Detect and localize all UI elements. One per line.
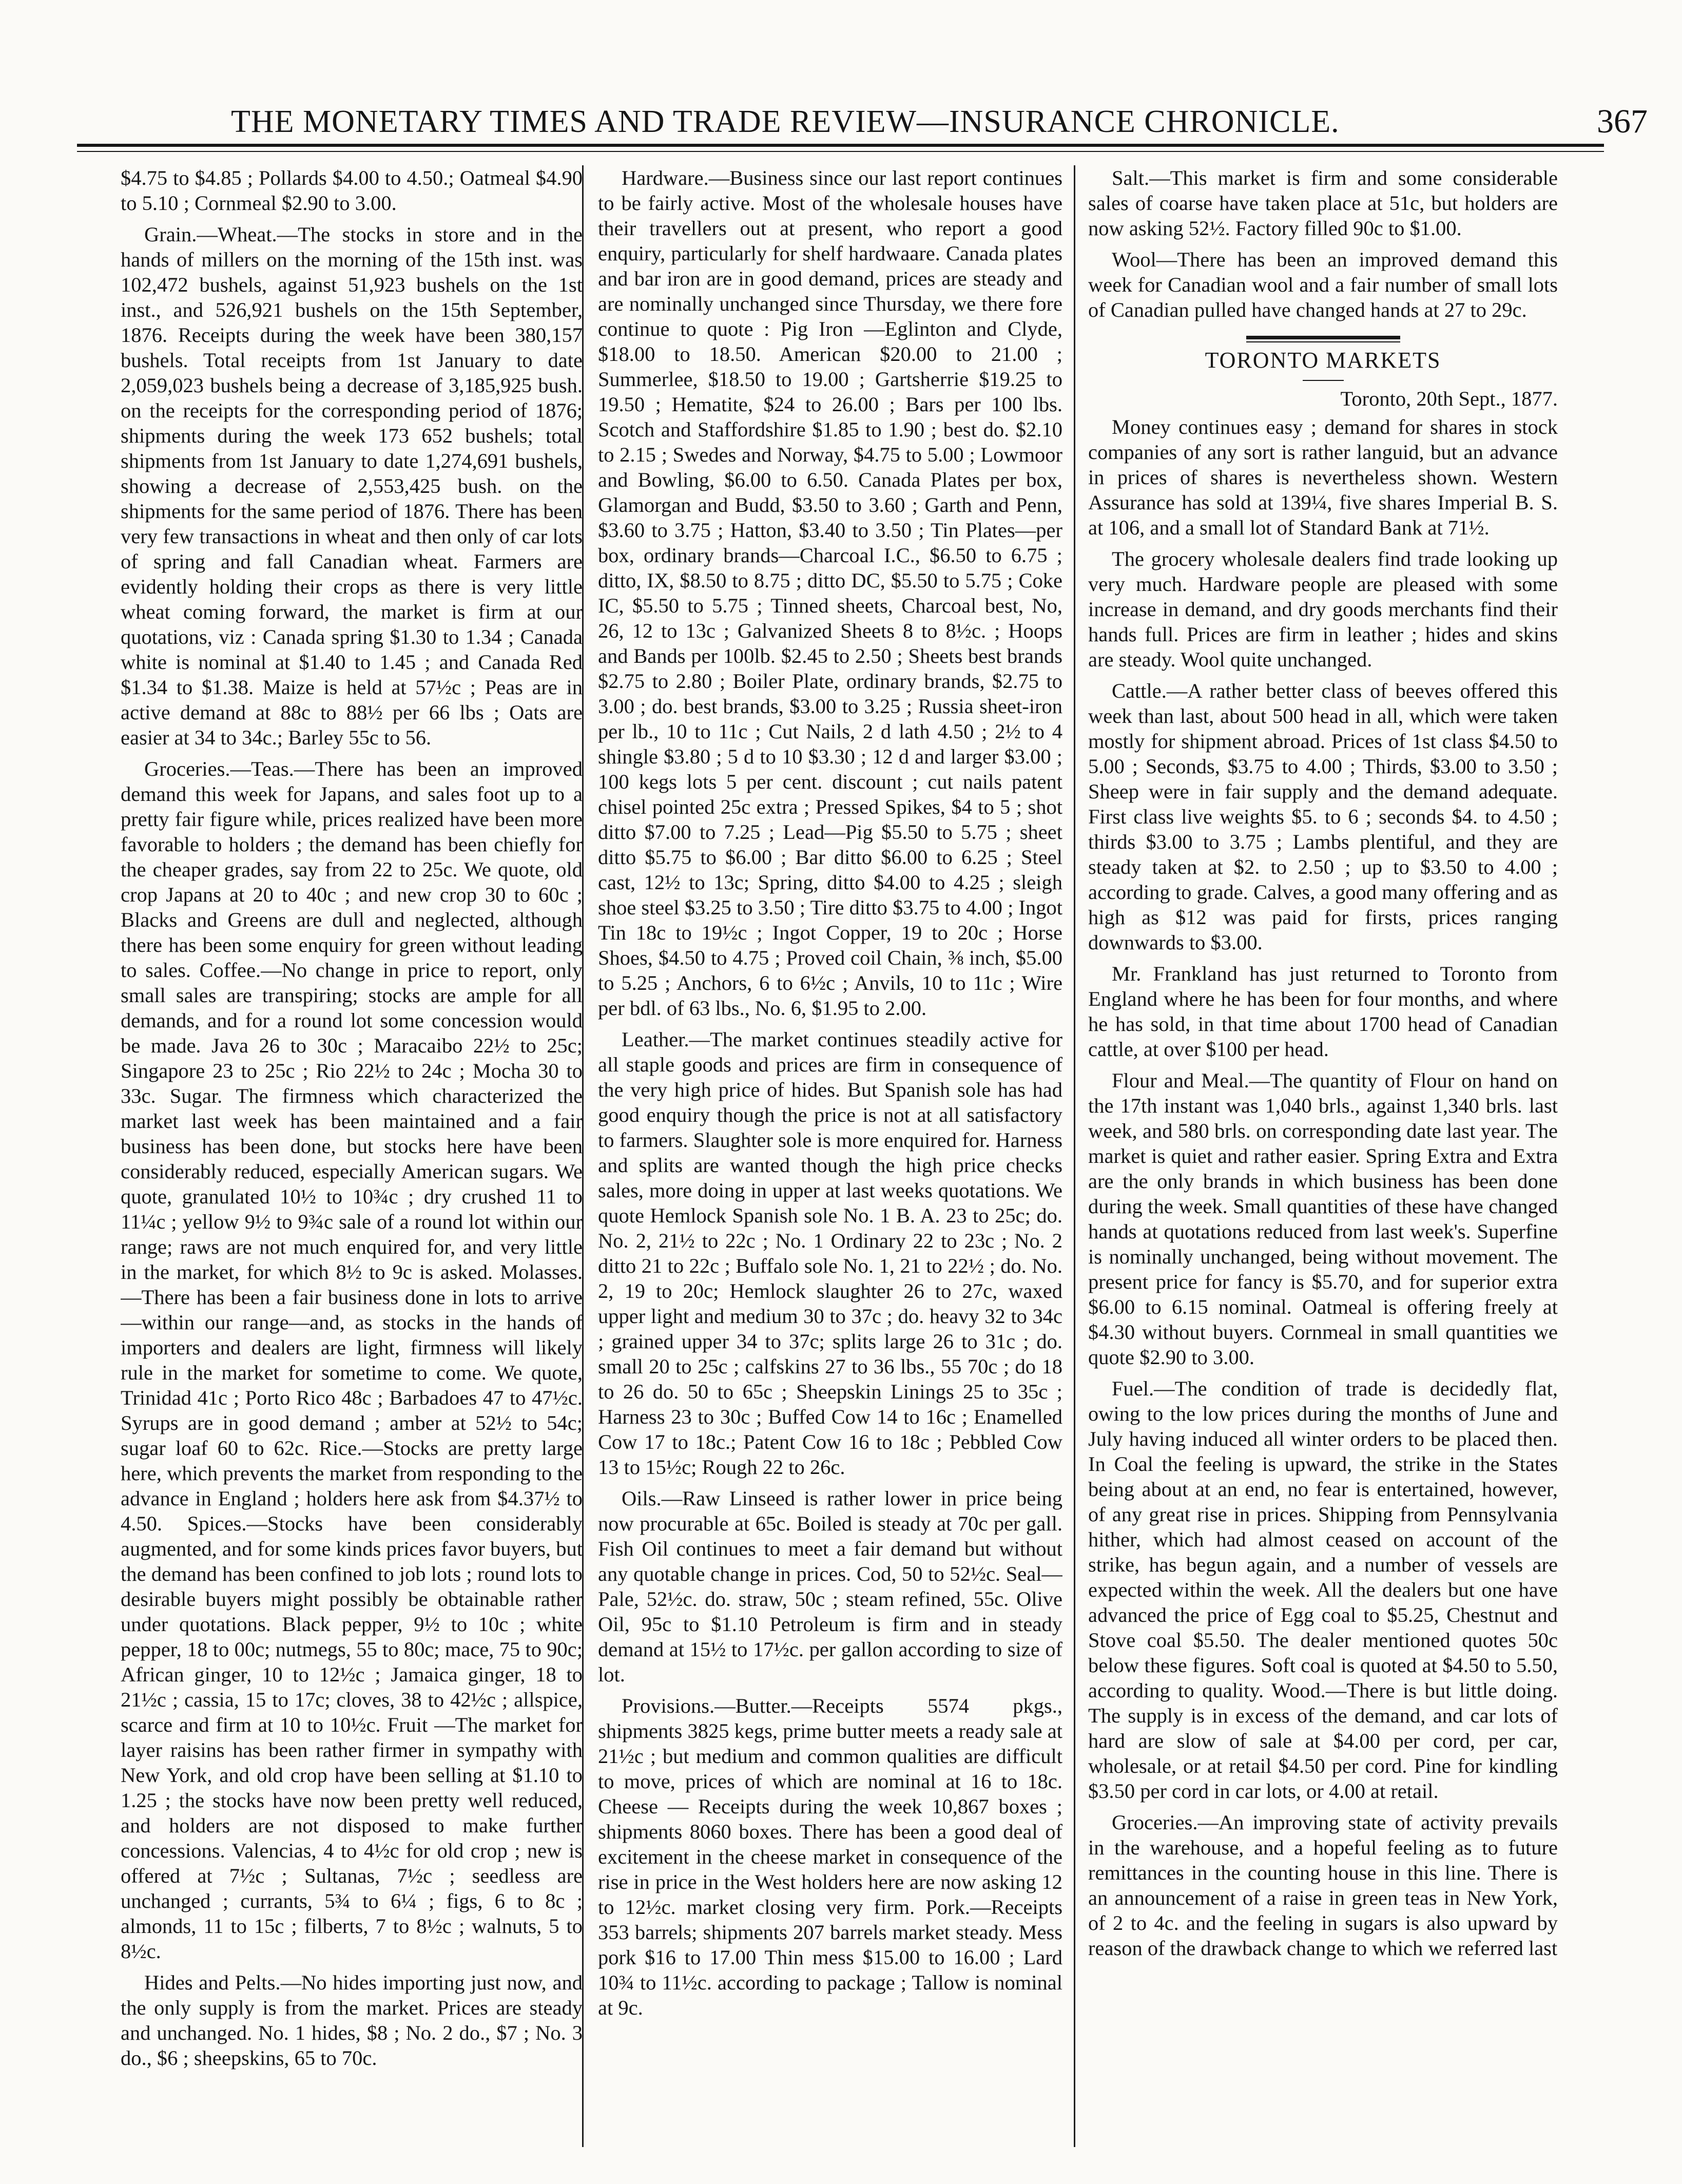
section-divider [1303,380,1344,381]
paragraph-salt: Salt.—This market is firm and some considerable sales of coarse have taken place at 51c, but holders are now asking 52½. Factory filled 90c to $1.00. [1088,166,1558,240]
paragraph-fuel: Fuel.—The condition of trade is decidedly flat, owing to the low prices during the months of June and July having induced all winter orders to be placed then. In Coal the feeling is upward, the strike in the States being about at an end, no fear is entertained, however, of any great rise in prices. Shipping from Pennsylvania hither, which had almost ceased on account of the strike, has begun again, and a number of vessels are expected within the week. All the dealers but one have advanced the price of Egg coal to $5.25, Chestnut and Stove coal $5.50. The dealer mentioned quotes 50c below these figures. Soft coal is quoted at $4.50 to 5.50, according to quality. Wood.—There is but little doing. The supply is in excess of the demand, and car lots of hard are slow of sale at $4.00 per cord, per car, wholesale, or at retail $4.50 per cord. Pine for kindling $3.50 per cord in car lots, or 4.00 at retail. [1088,1377,1558,1803]
column-divider [1074,165,1075,2147]
paragraph-cattle: Cattle.—A rather better class of beeves offered this week than last, about 500 head in all, which were taken mostly for shipment abroad. Prices of 1st class $4.50 to 5.00 ; Seconds, $3.75 to 4.00 ; Thirds, $3.00 to 3.50 ; Sheep were in fair supply and the demand adequate. First class live weights $5. to 6 ; seconds $4. to 4.50 ; thirds $3.00 to 3.75 ; Lambs plentiful, and they are steady taken at $2. to 2.50 ; up to $3.50 to 4.00 ; according to grade. Calves, a good many offering and as high as $12 was paid for firsts, prices ranging downwards to $3.00. [1088,679,1558,954]
page-number: 367 [1597,103,1648,140]
paragraph-wool: Wool—There has been an improved demand this week for Canadian wool and a fair number of small lots of Canadian pulled have changed hands at 27 to 29c. [1088,248,1558,321]
paragraph-leather: Leather.—The market continues steadily active for all staple goods and prices are firm in consequence of the very high price of hides. But Spanish sole has had good enquiry though the price is not at all satisfactory to farmers. Slaughter sole is more enquired for. Harness and splits are wanted though the high price checks sales, more doing in upper at last weeks quotations. We quote Hemlock Spanish sole No. 1 B. A. 23 to 25c; do. No. 2, 21½ to 22c ; No. 1 Ordinary 22 to 23c ; No. 2 ditto 21 to 22c ; Buffalo sole No. 1, 21 to 22½ ; do. No. 2, 19 to 20c; Hemlock slaughter 26 to 27c, waxed upper light and medium 30 to 37c ; do. heavy 32 to 34c ; grained upper 34 to 37c; splits large 26 to 31c ; do. small 20 to 25c ; calfskins 27 to 36 lbs., 55 70c ; do 18 to 26 do. 50 to 65c ; Sheepskin Linings 25 to 35c ; Harness 23 to 30c ; Buffed Cow 14 to 16c ; Enamelled Cow 17 to 18c.; Patent Cow 16 to 18c ; Pebbled Cow 13 to 15½c; Rough 22 to 26c. [598,1028,1062,1479]
paragraph-groceries: Groceries.—Teas.—There has been an improved demand this week for Japans, and sales foot up to a pretty fair figure while, prices realized have been more favorable to holders ; the demand has been chiefly for the cheaper grades, say from 22 to 25c. We quote, old crop Japans at 20 to 40c ; and new crop 30 to 60c ; Blacks and Greens are dull and neglected, although there has been some enquiry for green without leading to sales. Coffee.—No change in price to report, only small sales are transpiring; stocks are ample for all demands, and for a round lot some concession would be made. Java 26 to 30c ; Maracaibo 22½ to 25c; Singapore 23 to 25c ; Rio 22½ to 24c ; Mocha 30 to 33c. Sugar. The firmness which characterized the market last week has been maintained and a fair business has been done, but stocks here have been considerably reduced, especially American sugars. We quote, granulated 10½ to 10¾c ; dry crushed 11 to 11¼c ; yellow 9½ to 9¾c sale of a round lot within our range; raws are not much enquired for, and very little in the market, for which 8½ to 9c is asked. Molasses.—There has been a fair business done in lots to arrive—within our range—and, as stocks in the hands of importers and dealers are light, firmness will likely rule in the market for sometime to come. We quote, Trinidad 41c ; Porto Rico 48c ; Barbadoes 47 to 47½c. Syrups are in good demand ; amber at 52½ to 54c; sugar loaf 60 to 62c. Rice.—Stocks are pretty large here, which prevents the market from responding to the advance in England ; holders here ask from $4.37½ to 4.50. Spices.—Stocks have been considerably augmented, and for some kinds prices favor buyers, but the demand has been confined to job lots ; round lots to desirable buyers might possibly be obtainable rather under quotations. Black pepper, 9½ to 10c ; white pepper, 18 to 00c; nutmegs, 55 to 80c; mace, 75 to 90c; African ginger, 10 to 12½c ; Jamaica ginger, 18 to 21½c ; cassia, 15 to 17c; cloves, 38 to 42½c ; allspice, scarce and firm at 10 to 10½c. Fruit —The market for layer raisins has been rather firmer in sympathy with New York, and old crop have been selling at $1.10 to 1.25 ; the stocks have now been pretty well reduced, and holders are not disposed to make further concessions. Valencias, 4 to 4½c for old crop ; new is offered at 7½c ; Sultanas, 7½c ; seedless are unchanged ; currants, 5¾ to 6¼ ; figs, 6 to 8c ; almonds, 11 to 15c ; filberts, 7 to 8½c ; walnuts, 5 to 8½c. [121,757,583,1963]
section-title: TORONTO MARKETS [1205,348,1441,373]
paragraph-hardware: Hardware.—Business since our last report continues to be fairly active. Most of the wholesale houses have their travellers out at present, who report a good enquiry, particularly for shelf hardwaare. Canada plates and bar iron are in good demand, prices are steady and are nominally unchanged since Thursday, we there fore continue to quote : Pig Iron —Eglinton and Clyde, $18.00 to 18.50. American $20.00 to 21.00 ; Summerlee, $18.50 to 19.00 ; Gartsherrie $19.25 to 19.50 ; Hematite, $24 to 26.00 ; Bars per 100 lbs. Scotch and Staffordshire $1.85 to 1.90 ; best do. $2.10 to 2.15 ; Swedes and Norway, $4.75 to 5.00 ; Lowmoor and Bowling, $6.00 to 6.50. Canada Plates per box, Glamorgan and Budd, $3.50 to 3.60 ; Garth and Penn, $3.60 to 3.75 ; Hatton, $3.40 to 3.50 ; Tin Plates—per box, ordinary brands—Charcoal I.C., $6.50 to 6.75 ; ditto, IX, $8.50 to 8.75 ; ditto DC, $5.50 to 5.75 ; Coke IC, $5.50 to 5.75 ; Tinned sheets, Charcoal best, No, 26, 12 to 13c ; Galvanized Sheets 8 to 8½c. ; Hoops and Bands per 100lb. $2.45 to 2.50 ; Sheets best brands $2.75 to 2.80 ; Boiler Plate, ordinary brands, $2.75 to 3.00 ; do. best brands, $3.00 to 3.25 ; Russia sheet-iron per lb., 10 to 11c ; Cut Nails, 2 d lath 4.50 ; 2½ to 4 shingle $3.80 ; 5 d to 10 $3.30 ; 12 d and larger $3.00 ; 100 kegs lots 5 per cent. discount ; cut nails patent chisel pointed 25c extra ; Pressed Spikes, $4 to 5 ; shot ditto $7.00 to 7.25 ; Lead—Pig $5.50 to 5.75 ; sheet ditto $5.75 to $6.00 ; Bar ditto $6.00 to 6.25 ; Steel cast, 12½ to 13c; Spring, ditto $4.00 to 4.25 ; sleigh shoe steel $3.25 to 3.50 ; Tire ditto $3.75 to 4.00 ; Ingot Tin 18c to 19½c ; Ingot Copper, 19 to 20c ; Horse Shoes, $4.50 to 4.75 ; Proved coil Chain, ⅜ inch, $5.00 to 5.25 ; Anchors, 6 to 6½c ; Anvils, 10 to 11c ; Wire per bdl. of 63 lbs., No. 6, $1.95 to 2.00. [598,166,1062,1020]
page-title: THE MONETARY TIMES AND TRADE REVIEW—INSURANCE CHRONICLE. [231,104,1340,139]
paragraph-provisions: Provisions.—Butter.—Receipts 5574 pkgs., shipments 3825 kegs, prime butter meets a ready sale at 21½c ; but medium and common qualities are difficult to move, prices of which are nominal at 16 to 18c. Cheese — Receipts during the week 10,867 boxes ; shipments 8060 boxes. There has been a good deal of excitement in the cheese market in consequence of the rise in price in the West holders here are now asking 12 to 12½c. market closing very firm. Pork.—Receipts 353 barrels; shipments 207 barrels market steady. Mess pork $16 to 17.00 Thin mess $15.00 to 16.00 ; Lard 10¾ to 11½c. according to package ; Tallow is nominal at 9c. [598,1694,1062,2019]
column-2 [598,165,1062,2147]
header-rule-thin [77,151,1604,152]
paragraph-grain: Grain.—Wheat.—The stocks in store and in the hands of millers on the morning of the 15th inst. was 102,472 bushels, against 51,923 bushels on the 1st inst., and 526,921 bushels on the 15th September, 1876. Receipts during the week have been 380,157 bushels. Total receipts from 1st January to date 2,059,023 bushels being a decrease of 3,185,925 bush. on the receipts for the corresponding period of 1876; shipments during the week 173 652 bushels; total shipments from 1st January to date 1,274,691 bushels, showing a decrease of 2,553,425 bush. on the shipments for the same period of 1876. There has been very few transactions in wheat and then only of car lots of spring and fall Canadian wheat. Farmers are evidently holding their crops as there is very little wheat coming forward, the market is firm at our quotations, viz : Canada spring $1.30 to 1.34 ; Canada white is nominal at $1.40 to 1.45 ; and Canada Red $1.34 to $1.38. Maize is held at 57½c ; Peas are in active demand at 88c to 88½ per 66 lbs ; Oats are easier at 34 to 34c.; Barley 55c to 56. [121,223,583,749]
section-rule-thin [1246,341,1400,342]
paragraph-oils: Oils.—Raw Linseed is rather lower in price being now procurable at 65c. Boiled is steady at 70c per gall. Fish Oil continues to meet a fair demand but without any quotable change in prices. Cod, 50 to 52½c. Seal—Pale, 52½c. do. straw, 50c ; steam refined, 55c. Olive Oil, 95c to $1.10 Petroleum is firm and in steady demand at 15½ to 17½c. per gallon according to size of lot. [598,1487,1062,1686]
column-1 [121,165,583,2147]
paragraph-groceries-toronto: Groceries.—An improving state of activity prevails in the warehouse, and a hopeful feeling as to future remittances in the counting house in this line. There is an announcement of a raise in green teas in New York, of 2 to 4c. and the feeling in sugars is also upward by reason of the drawback change to which we referred last [1088,1811,1558,1960]
paragraph-hides-and-pelts: Hides and Pelts.—No hides importing just now, and the only supply is from the market. Prices are steady and unchanged. No. 1 hides, $8 ; No. 2 do., $7 ; No. 3 do., $6 ; sheepskins, 65 to 70c. [121,1971,583,2070]
page-header [62,85,1648,141]
column-3 [1088,165,1558,2147]
paragraph-flour-and-meal: Flour and Meal.—The quantity of Flour on hand on the 17th instant was 1,040 brls., against 1,340 brls. last week, and 580 brls. on corresponding date last year. The market is quiet and rather easier. Spring Extra and Extra are the only brands in which business has been done during the week. Small quantities of these have changed hands at quotations reduced from last week's. Superfine is nominally unchanged, being without movement. The present price for fancy is $5.70, and for superior extra $6.00 to 6.15 nominal. Oatmeal is offering freely at $4.30 without buyers. Cornmeal in small quantities we quote $2.90 to 3.00. [1088,1069,1558,1369]
paragraph-trade: The grocery wholesale dealers find trade looking up very much. Hardware people are pleased with some increase in demand, and dry goods merchants find their hands full. Prices are firm in leather ; hides and skins are steady. Wool quite unchanged. [1088,547,1558,671]
header-rule-thick [77,144,1604,147]
paragraph-frankland: Mr. Frankland has just returned to Toronto from England where he has been for four months, and where he has sold, in that time about 1700 head of Canadian cattle, at over $100 per head. [1088,962,1558,1061]
dateline: Toronto, 20th Sept., 1877. [1340,387,1558,410]
section-rule-thick [1246,336,1400,339]
paragraph: $4.75 to $4.85 ; Pollards $4.00 to 4.50.; Oatmeal $4.90 to 5.10 ; Cornmeal $2.90 to 3.00. [121,166,583,215]
paragraph-money: Money continues easy ; demand for shares in stock companies of any sort is rather languid, but an advance in prices of shares is nevertheless shown. Western Assurance has sold at 139¼, five shares Imperial B. S. at 106, and a small lot of Standard Bank at 71½. [1088,415,1558,539]
